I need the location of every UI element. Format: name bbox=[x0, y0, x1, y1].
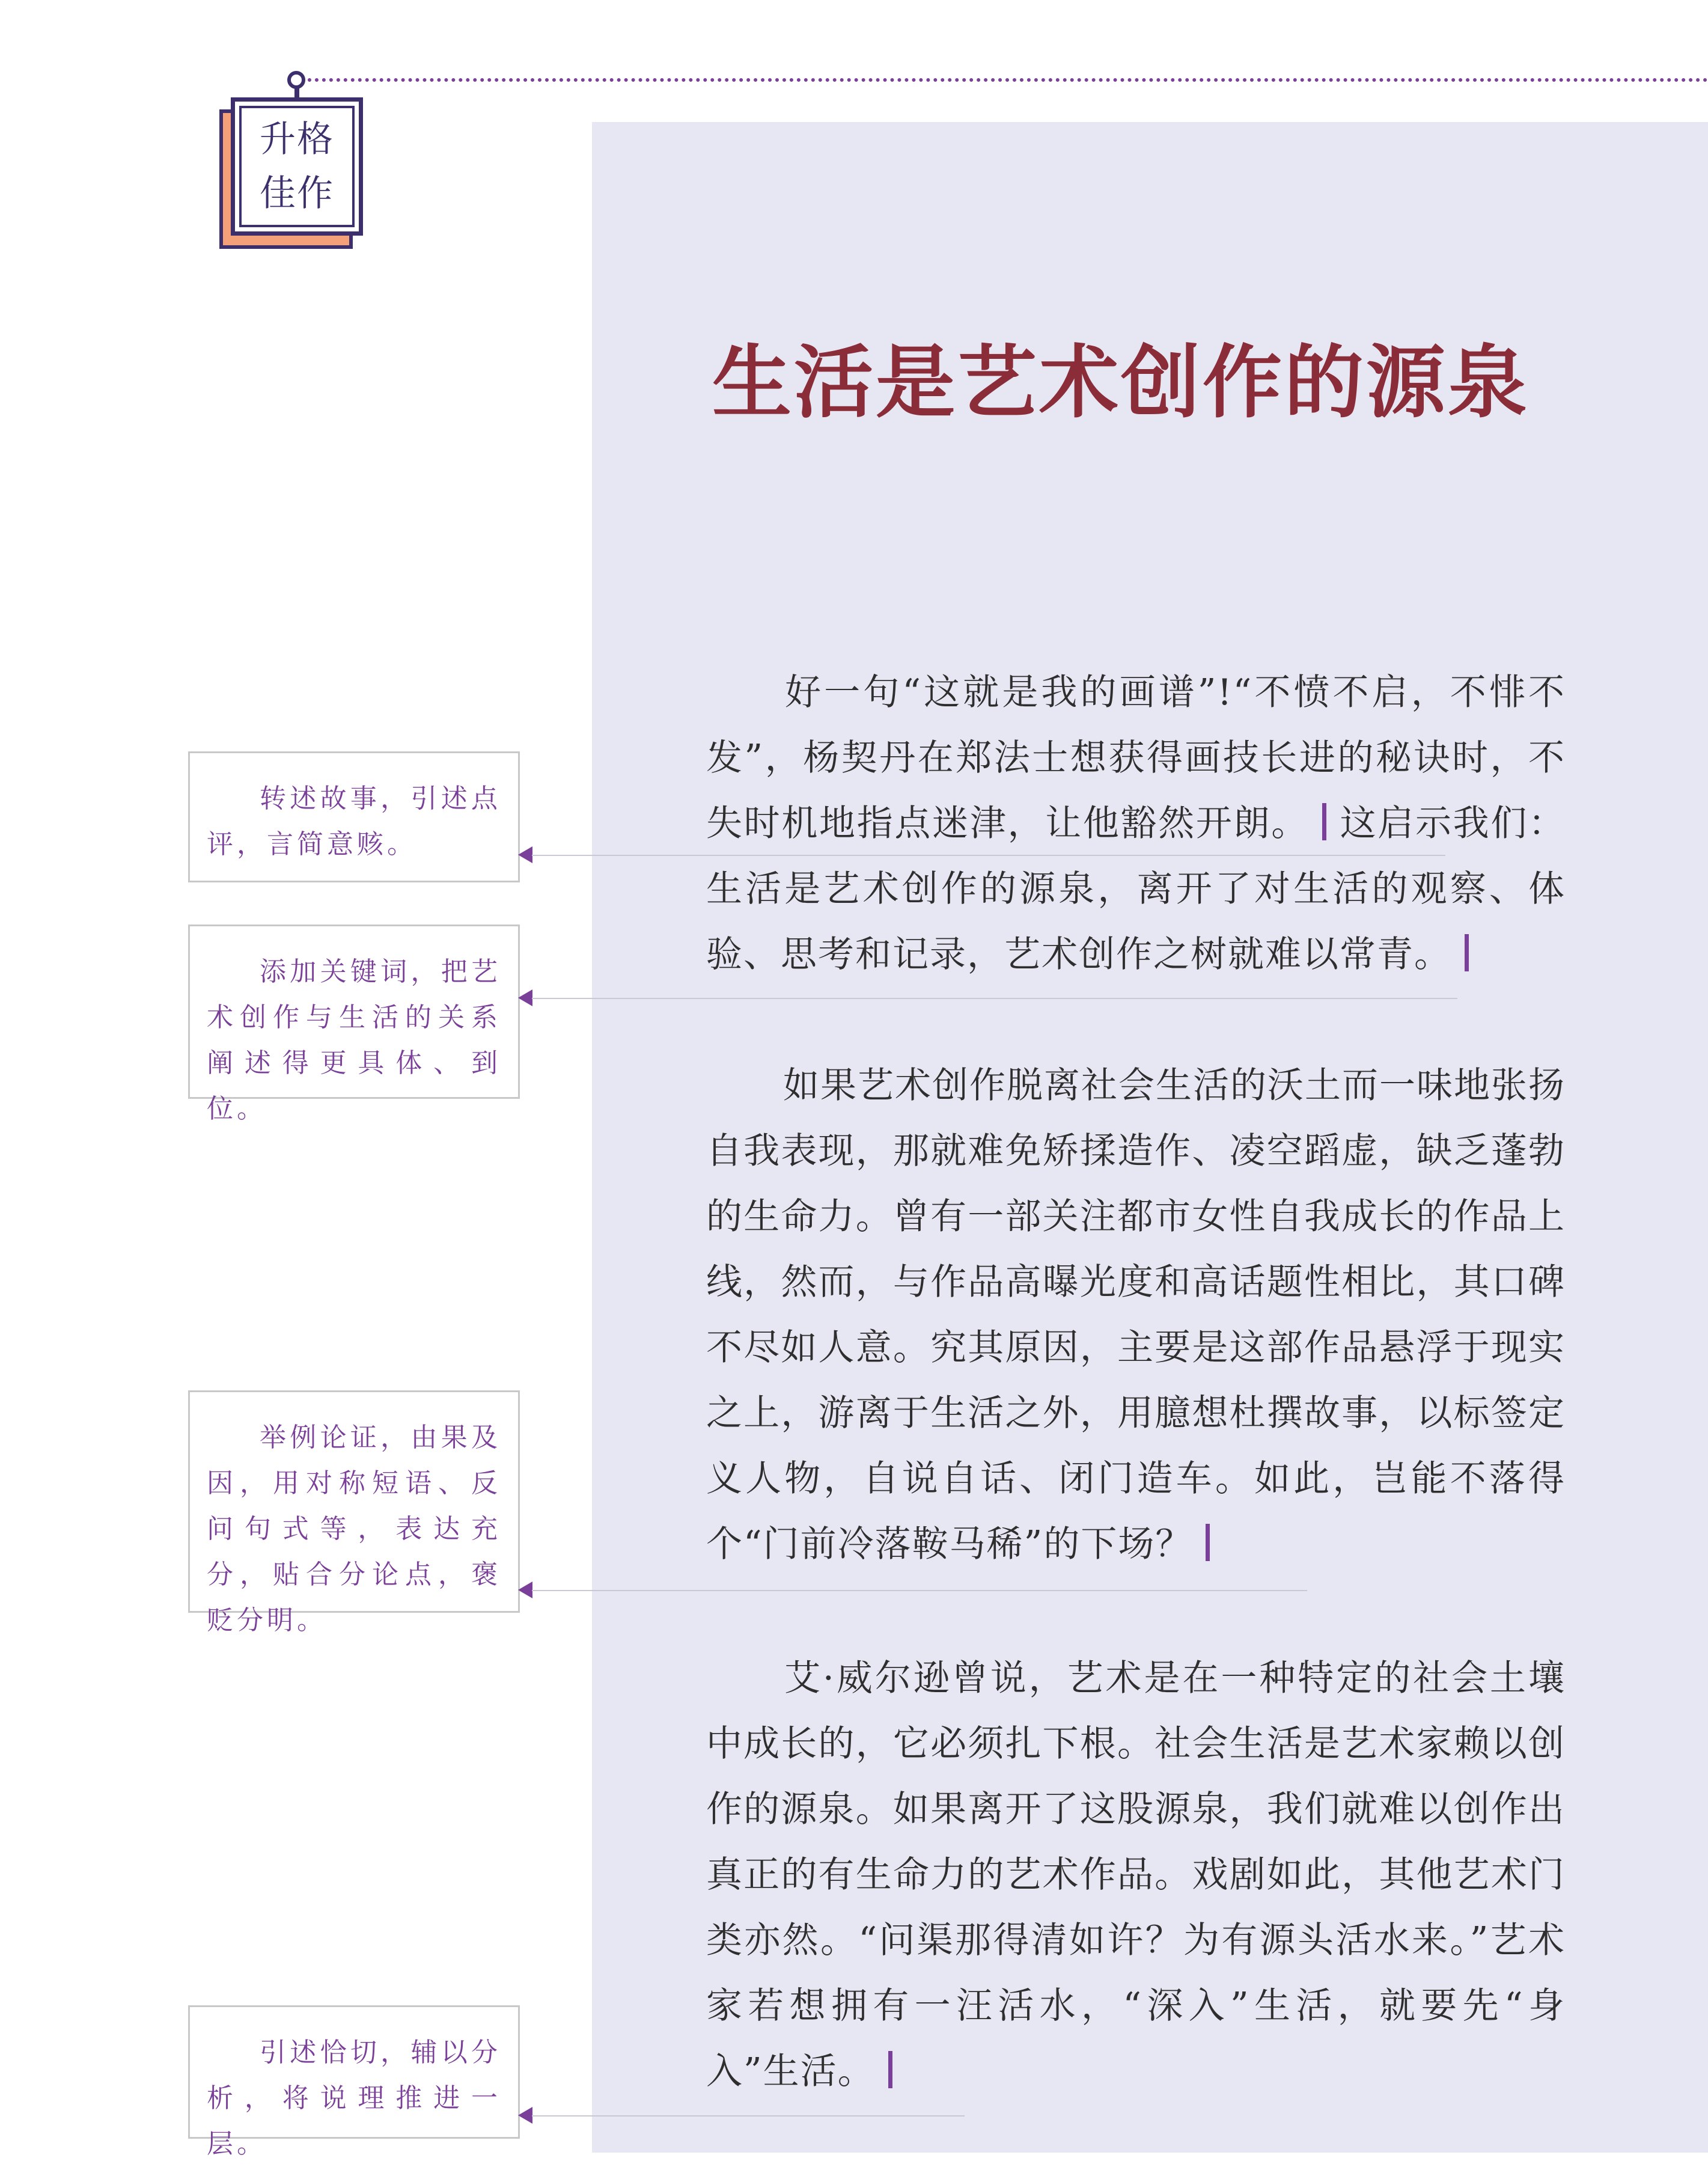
paragraph-1 bbox=[706, 660, 1566, 988]
annotation-marker bbox=[1465, 934, 1469, 971]
arrow-left-icon bbox=[518, 2107, 532, 2124]
margin-note-1: 转述故事，引述点评，言简意赅。 bbox=[188, 751, 520, 882]
connector-line bbox=[532, 998, 1457, 999]
connector-line bbox=[532, 1590, 1307, 1591]
arrow-left-icon bbox=[518, 989, 532, 1006]
badge-line-2: 佳作 bbox=[260, 173, 334, 215]
section-badge-label bbox=[239, 106, 355, 227]
annotation-marker bbox=[1322, 803, 1326, 840]
margin-note-2: 添加关键词，把艺术创作与生活的关系阐述得更具体、到位。 bbox=[188, 925, 520, 1099]
top-dotted-rule bbox=[300, 78, 1708, 82]
paragraph-1-part-a: 好一句“这就是我的画谱”!“不愤不启，不悱不发”，杨契丹在郑法士想获得画技长进的秘诀时，不失时机地指点迷津，让他豁然开朗。 bbox=[706, 671, 1566, 845]
paragraph-2 bbox=[706, 1053, 1566, 1577]
margin-note-3: 举例论证，由果及因，用对称短语、反问句式等，表达充分，贴合分论点，褒贬分明。 bbox=[188, 1390, 520, 1613]
paragraph-3-text: 艾·威尔逊曾说，艺术是在一种特定的社会土壤中成长的，它必须扎下根。社会生活是艺术家赖以创作的源泉。如果离开了这股源泉，我们就难以创作出真正的有生命力的艺术作品。戏剧如此，其他艺术门类亦然。“问渠那得清如许？为有源头活水来。”艺术家若想拥有一汪活水，“深入”生活，就要先“身入”生活。 bbox=[706, 1657, 1566, 2092]
paragraph-2-text: 如果艺术创作脱离社会生活的沃土而一味地张扬自我表现，那就难免矫揉造作、凌空蹈虚，缺乏蓬勃的生命力。曾有一部关注都市女性自我成长的作品上线，然而，与作品高曝光度和高话题性相比，其口碑不尽如人意。究其原因，主要是这部作品悬浮于现实之上，游离于生活之外，用臆想杜撰故事，以标签定义人物，自说自话、闭门造车。如此，岂能不落得个“门前冷落鞍马稀”的下场？ bbox=[706, 1065, 1566, 1565]
arrow-left-icon bbox=[518, 1582, 532, 1598]
paragraph-3 bbox=[706, 1646, 1566, 2104]
badge-line-1: 升格 bbox=[260, 118, 334, 160]
connector-line bbox=[532, 2115, 965, 2117]
connector-line bbox=[532, 855, 1445, 856]
annotation-marker bbox=[888, 2051, 892, 2088]
arrow-left-icon bbox=[518, 846, 532, 863]
margin-note-4: 引述恰切，辅以分析，将说理推进一层。 bbox=[188, 2005, 520, 2139]
essay-title: 生活是艺术创作的源泉 bbox=[712, 337, 1530, 429]
annotation-marker bbox=[1206, 1524, 1210, 1561]
paragraph-1-part-b: 这启示我们：生活是艺术创作的源泉，离开了对生活的观察、体验、思考和记录，艺术创作之树就难以常青。 bbox=[706, 802, 1566, 976]
